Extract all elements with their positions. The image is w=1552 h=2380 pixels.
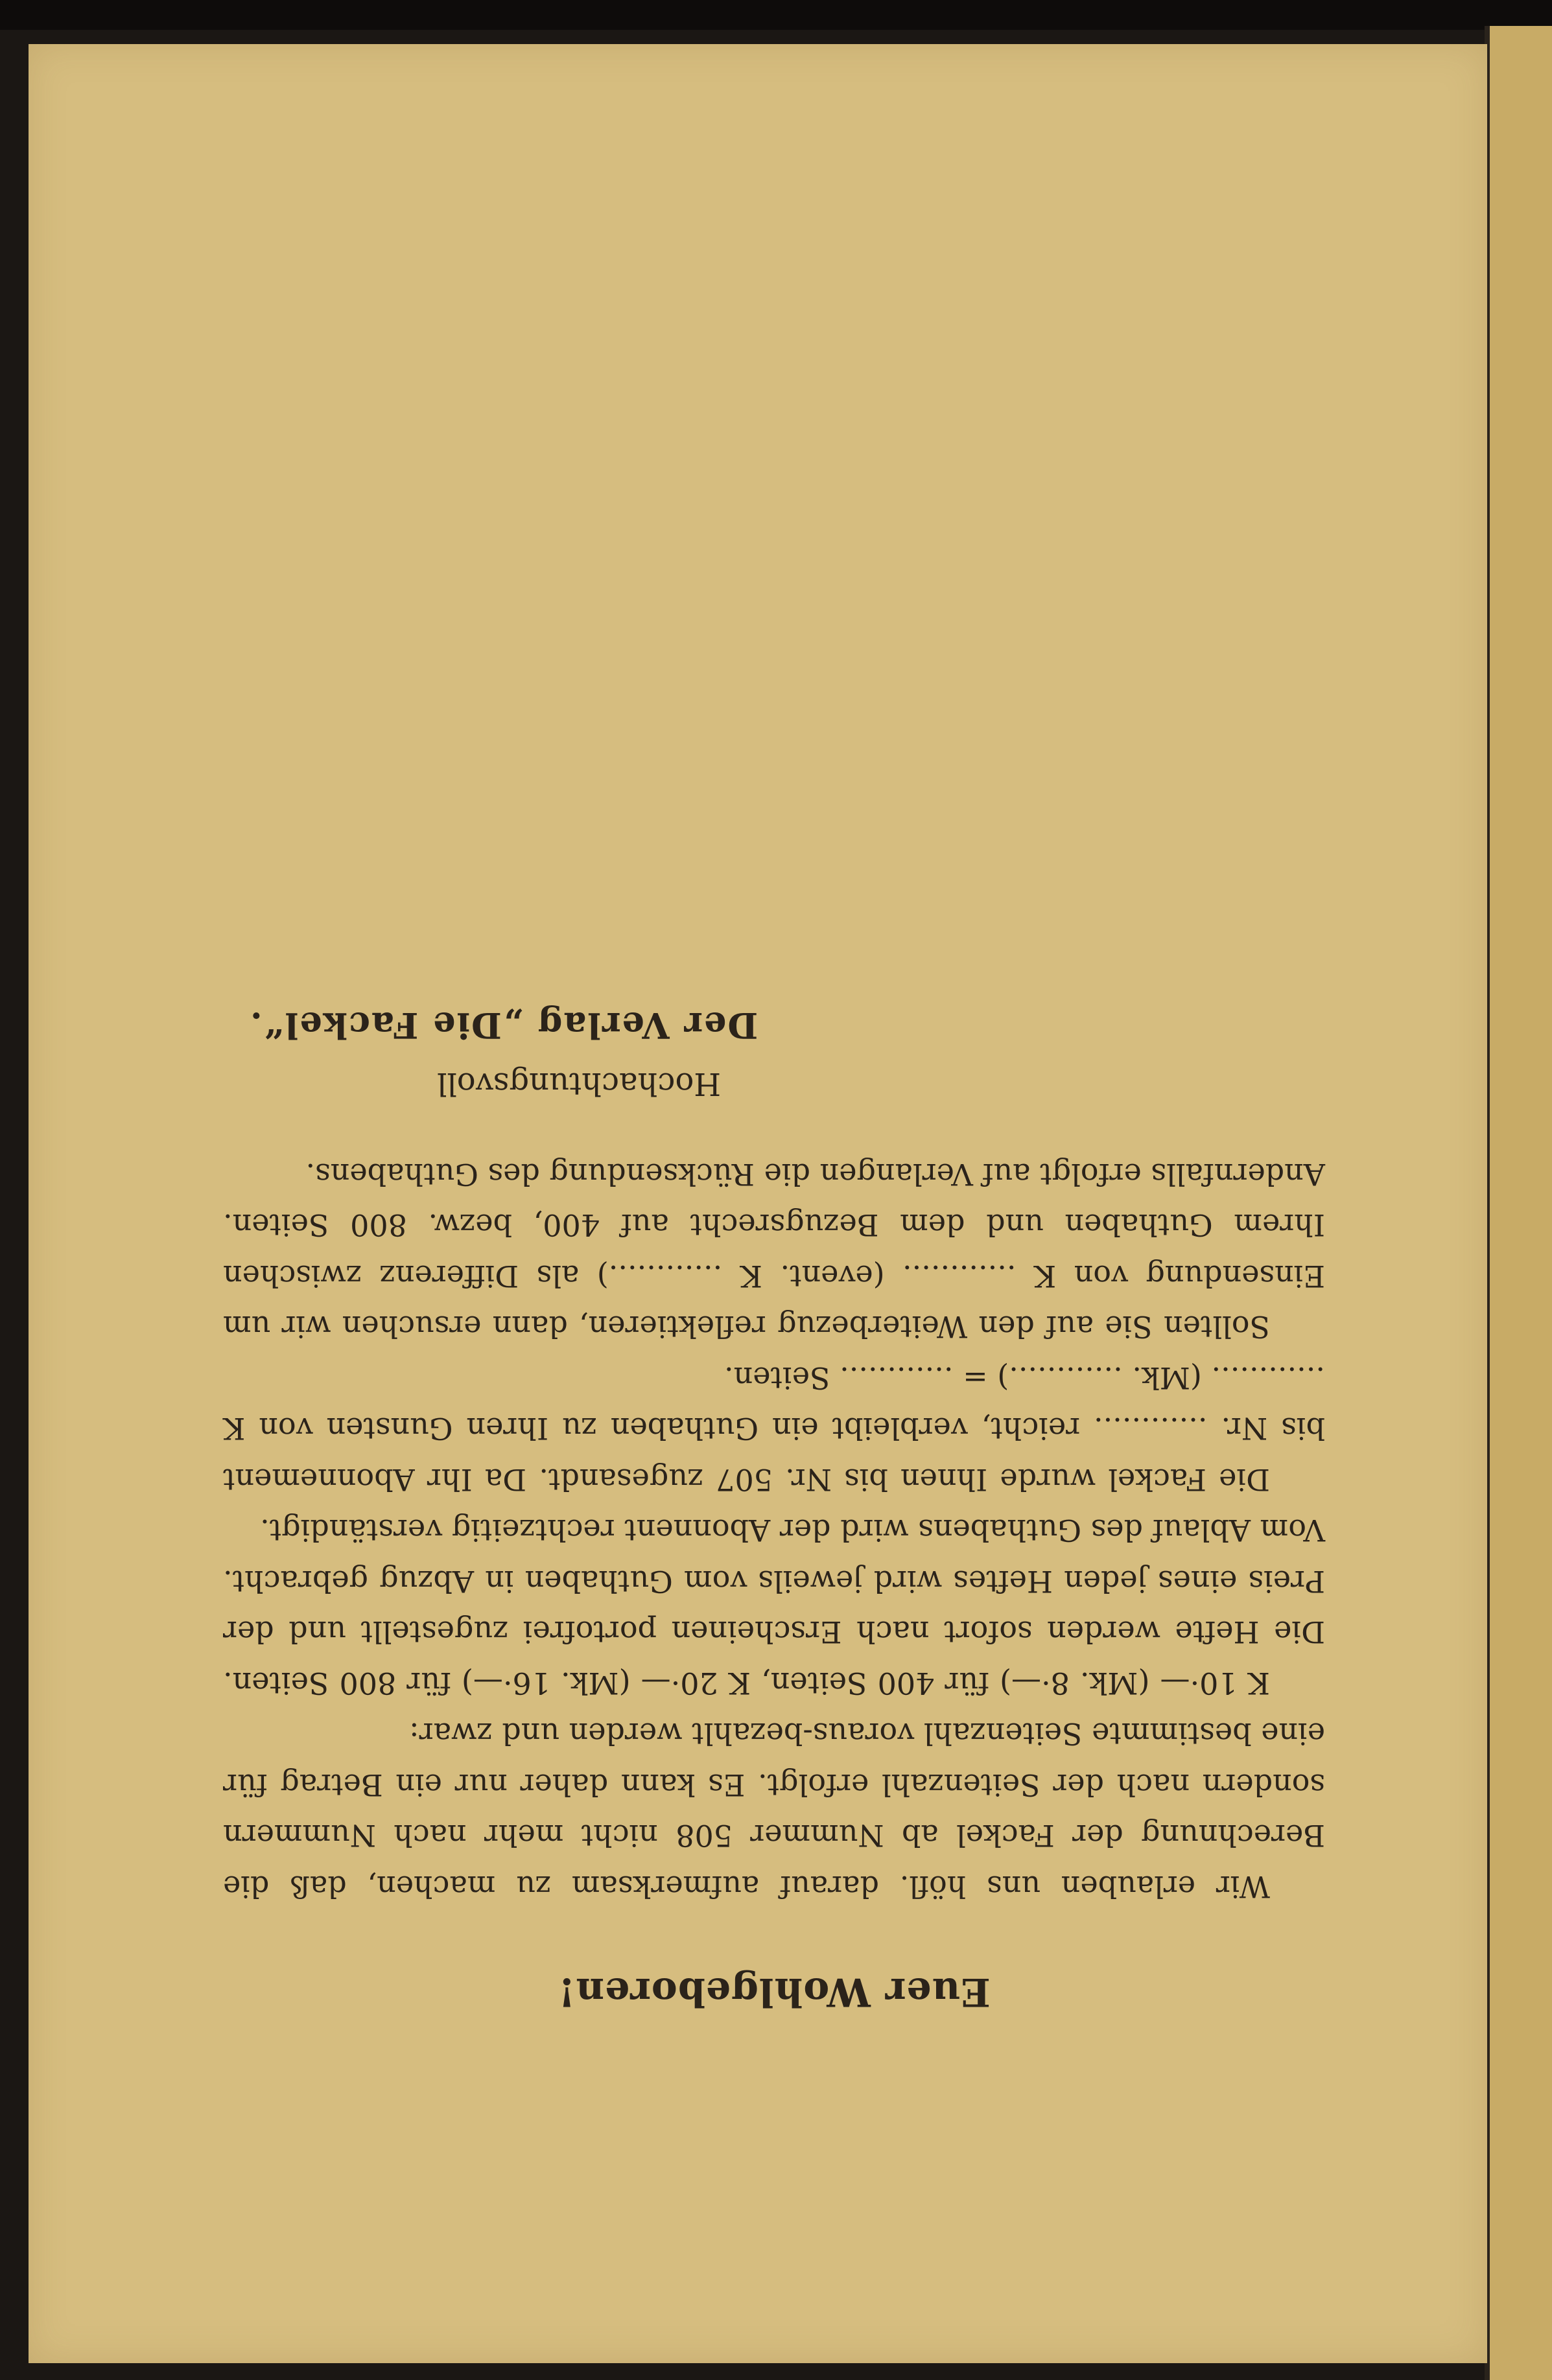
paragraph-1: Wir erlauben uns höfl. darauf aufmerksam zu machen, daß die Berechnung der Fackel ab Nummer 508 nicht mehr nach Nummern sondern nach der Seitenzahl erfolgt. Es kann daher nur ein Betrag für eine bestimmte Seitenzahl voraus-bezahlt werden und zwar: — [223, 1716, 1325, 1904]
salutation: Euer Wohlgeboren! — [558, 1969, 991, 2014]
letter-content — [223, 524, 1325, 2014]
document-page — [29, 44, 1487, 2363]
paragraph-3: Die Fackel wurde Ihnen bis Nr. 507 zugesandt. Da Ihr Abonnement bis Nr. ............ reicht, verbleibt ein Guthaben zu Ihren Gunsten von K ............ (Mk. ............) = ............ Seiten. — [223, 1360, 1325, 1497]
top-edge — [0, 0, 1552, 30]
signature: Der Verlag „Die Fackel“. — [249, 1005, 758, 1047]
paragraph-2: K 10·— (Mk. 8·—) für 400 Seiten, K 20·— (Mk. 16·—) für 800 Seiten. Die Hefte werden sofort nach Erscheinen portofrei zugestellt und der Preis eines jeden Heftes wird jeweils vom Guthaben in Abzug gebracht. Vom Ablauf des Guthabens wird der Abonnent rechtzeitig verständigt. — [223, 1513, 1325, 1701]
paragraph-4: Sollten Sie auf den Weiterbezug reflektieren, dann ersuchen wir um Einsendung von K ............ (event. K ............) als Differenz zwischen Ihrem Guthaben und dem Bezugsrecht auf 400, bezw. 800 Seiten. Andernfalls erfolgt auf Verlangen die Rücksendung des Guthabens. — [223, 1157, 1325, 1345]
closing: Hochachtungsvoll — [437, 1066, 722, 1102]
next-page-edge — [1485, 26, 1552, 2380]
